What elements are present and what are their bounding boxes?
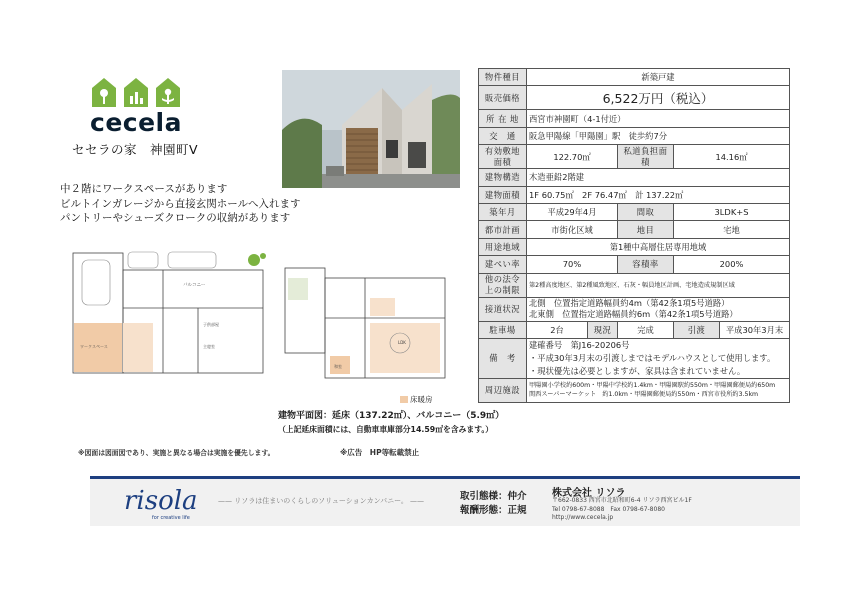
spec-label: 現況 — [588, 321, 618, 338]
spec-row-parking — [479, 321, 790, 338]
spec-row-urban — [479, 221, 790, 238]
road-line: 北側 位置指定道路幅員約4m（第42条1項5号道路） — [529, 298, 730, 309]
spec-row-price — [479, 86, 790, 110]
company-contact — [552, 497, 692, 523]
spec-label: 有効敷地面積 — [479, 145, 527, 169]
spec-label: 築年月 — [479, 203, 527, 220]
remark-line: ・現状優先は必要としますが、家具は含まれていません。 — [529, 365, 746, 376]
company-name: 株式会社 リソラ — [552, 488, 626, 499]
catch-line: パントリーやシューズクロークの収納があります — [60, 212, 291, 224]
deal-type: 取引態様：仲介 — [460, 491, 527, 502]
legend-swatch — [400, 396, 408, 403]
spec-row-structure — [479, 169, 790, 186]
spec-label: 容積率 — [618, 256, 674, 273]
spec-label: 用途地域 — [479, 238, 527, 255]
risola-logo: risola — [124, 486, 198, 516]
house-exterior-photo — [282, 70, 460, 188]
company-phone: Tel 0798-67-8088 Fax 0798-67-8080 — [552, 505, 665, 513]
road-line: 北東側 位置指定道路幅員約6m（第42条1項5号道路） — [529, 309, 738, 320]
room-ldk-label: LDK — [398, 340, 406, 345]
spec-value: 阪急甲陽線「甲陽園」駅 徒歩約7分 — [527, 127, 790, 144]
spec-value: 3LDK+S — [674, 203, 790, 220]
spec-label: 引渡 — [674, 321, 720, 338]
floor-heating-legend — [400, 394, 433, 405]
spec-row-floor-area — [479, 186, 790, 203]
floor-plan-2f — [280, 248, 460, 393]
reprint-prohibited-note: ※広告 HP等転載禁止 — [340, 448, 420, 457]
spec-value: 完成 — [618, 321, 674, 338]
spec-label: 建ぺい率 — [479, 256, 527, 273]
spec-row-remarks — [479, 338, 790, 378]
risola-tagline: for creative life — [152, 515, 190, 521]
spec-value: 木造亜鉛2階建 — [527, 169, 790, 186]
spec-label: 駐車場 — [479, 321, 527, 338]
spec-row-land — [479, 145, 790, 169]
transaction-terms — [460, 490, 527, 518]
spec-value: 第2種高度地区、第2種風致地区、石灰・幅員地区計画、宅地造成規制区域 — [527, 273, 790, 297]
env-line: 関西スーパーマーケット 約1.0km・甲陽園郵便局約550m・西宮市役所約3.5km — [529, 391, 759, 399]
spec-value: 2台 — [527, 321, 588, 338]
spec-value: 宅地 — [674, 221, 790, 238]
room-workspace-label: ワークスペース — [80, 344, 108, 349]
spec-label: 間取 — [618, 203, 674, 220]
spec-row-type — [479, 69, 790, 86]
spec-value: 平成29年4月 — [527, 203, 618, 220]
spec-label: 接道状況 — [479, 297, 527, 321]
remark-line: 建確番号 第J16-20206号 — [529, 339, 630, 350]
spec-label: 私道負担面積 — [618, 145, 674, 169]
remark-line: ・平成30年3月末の引渡しまではモデルハウスとして使用します。 — [529, 352, 776, 363]
env-line: 甲陽園小学校約600m・甲陽中学校約1.4km・甲陽園駅約550m・甲陽園郵便局約650m — [529, 382, 776, 390]
spec-value-env — [527, 378, 790, 402]
spec-value: 新築戸建 — [527, 69, 790, 86]
company-address: 〒662-0833 西宮市北昭和町6-4 リソラ西宮ビル1F — [552, 497, 692, 504]
spec-label: 交 通 — [479, 127, 527, 144]
spec-value: 平成30年3月末 — [720, 321, 790, 338]
spec-label: 販売価格 — [479, 86, 527, 110]
room-japanese-label: 和室 — [334, 364, 342, 369]
spec-row-transport — [479, 127, 790, 144]
price-value: 6,522万円（税込） — [527, 86, 790, 110]
spec-row-coverage — [479, 256, 790, 273]
legend-label: 床暖房 — [410, 395, 433, 404]
company-url[interactable]: http://www.cecela.jp — [552, 514, 614, 522]
spec-value-remarks — [527, 338, 790, 378]
room-master-label: 主寝室 — [203, 344, 215, 349]
spec-value: 14.16㎡ — [674, 145, 790, 169]
spec-label: 都市計画 — [479, 221, 527, 238]
spec-label: 建物面積 — [479, 186, 527, 203]
spec-label: 物件種目 — [479, 69, 527, 86]
spec-label: 建物構造 — [479, 169, 527, 186]
fee-type: 報酬形態：正規 — [460, 505, 527, 516]
spec-row-road — [479, 297, 790, 321]
room-balcony-label: バルコニー — [183, 283, 206, 288]
spec-label: 地目 — [618, 221, 674, 238]
spec-row-other — [479, 273, 790, 297]
cecela-logo-icon — [90, 76, 186, 108]
spec-value: 122.70㎡ — [527, 145, 618, 169]
area-note: 建物平面図：延床（137.22㎡）、バルコニー（5.9㎡） — [278, 411, 505, 421]
spec-label: 他の法令上の制限 — [479, 273, 527, 297]
plan-disclaimer: ※図面は図面図であり、実施と異なる場合は実施を優先します。 — [78, 449, 275, 457]
room-kids-label: 子供部屋 — [203, 322, 219, 327]
spec-row-built — [479, 203, 790, 220]
spec-value: 1F 60.75㎡ 2F 76.47㎡ 計 137.22㎡ — [527, 186, 790, 203]
spec-value: 西宮市神園町（4-1付近） — [527, 110, 790, 127]
house-title: セセラの家 神園町Ⅴ — [72, 142, 199, 157]
catch-line: 中２階にワークスペースがあります — [60, 183, 228, 195]
catch-line: ビルトインガレージから直接玄関ホールへ入れます — [60, 197, 301, 210]
spec-value: 70% — [527, 256, 618, 273]
spec-label: 周辺施設 — [479, 378, 527, 402]
floor-plan-1f — [68, 248, 268, 393]
property-spec-table — [478, 68, 790, 403]
spec-label: 所 在 地 — [479, 110, 527, 127]
spec-label: 備 考 — [479, 338, 527, 378]
footer-accent-bar — [90, 476, 800, 479]
brand-name: cecela — [90, 108, 182, 137]
catch-copy — [60, 182, 301, 226]
company-slogan: —— リソラは住まいのくらしのソリューションカンパニー。 —— — [218, 497, 425, 505]
spec-value: 第1種中高層住居専用地域 — [527, 238, 790, 255]
spec-row-environment — [479, 378, 790, 402]
spec-value-road — [527, 297, 790, 321]
spec-row-zoning — [479, 238, 790, 255]
area-note-garage: （上記延床面積には、自動車車庫部分14.59㎡を含みます。） — [278, 425, 494, 434]
spec-value: 市街化区域 — [527, 221, 618, 238]
spec-row-location — [479, 110, 790, 127]
spec-value: 200% — [674, 256, 790, 273]
